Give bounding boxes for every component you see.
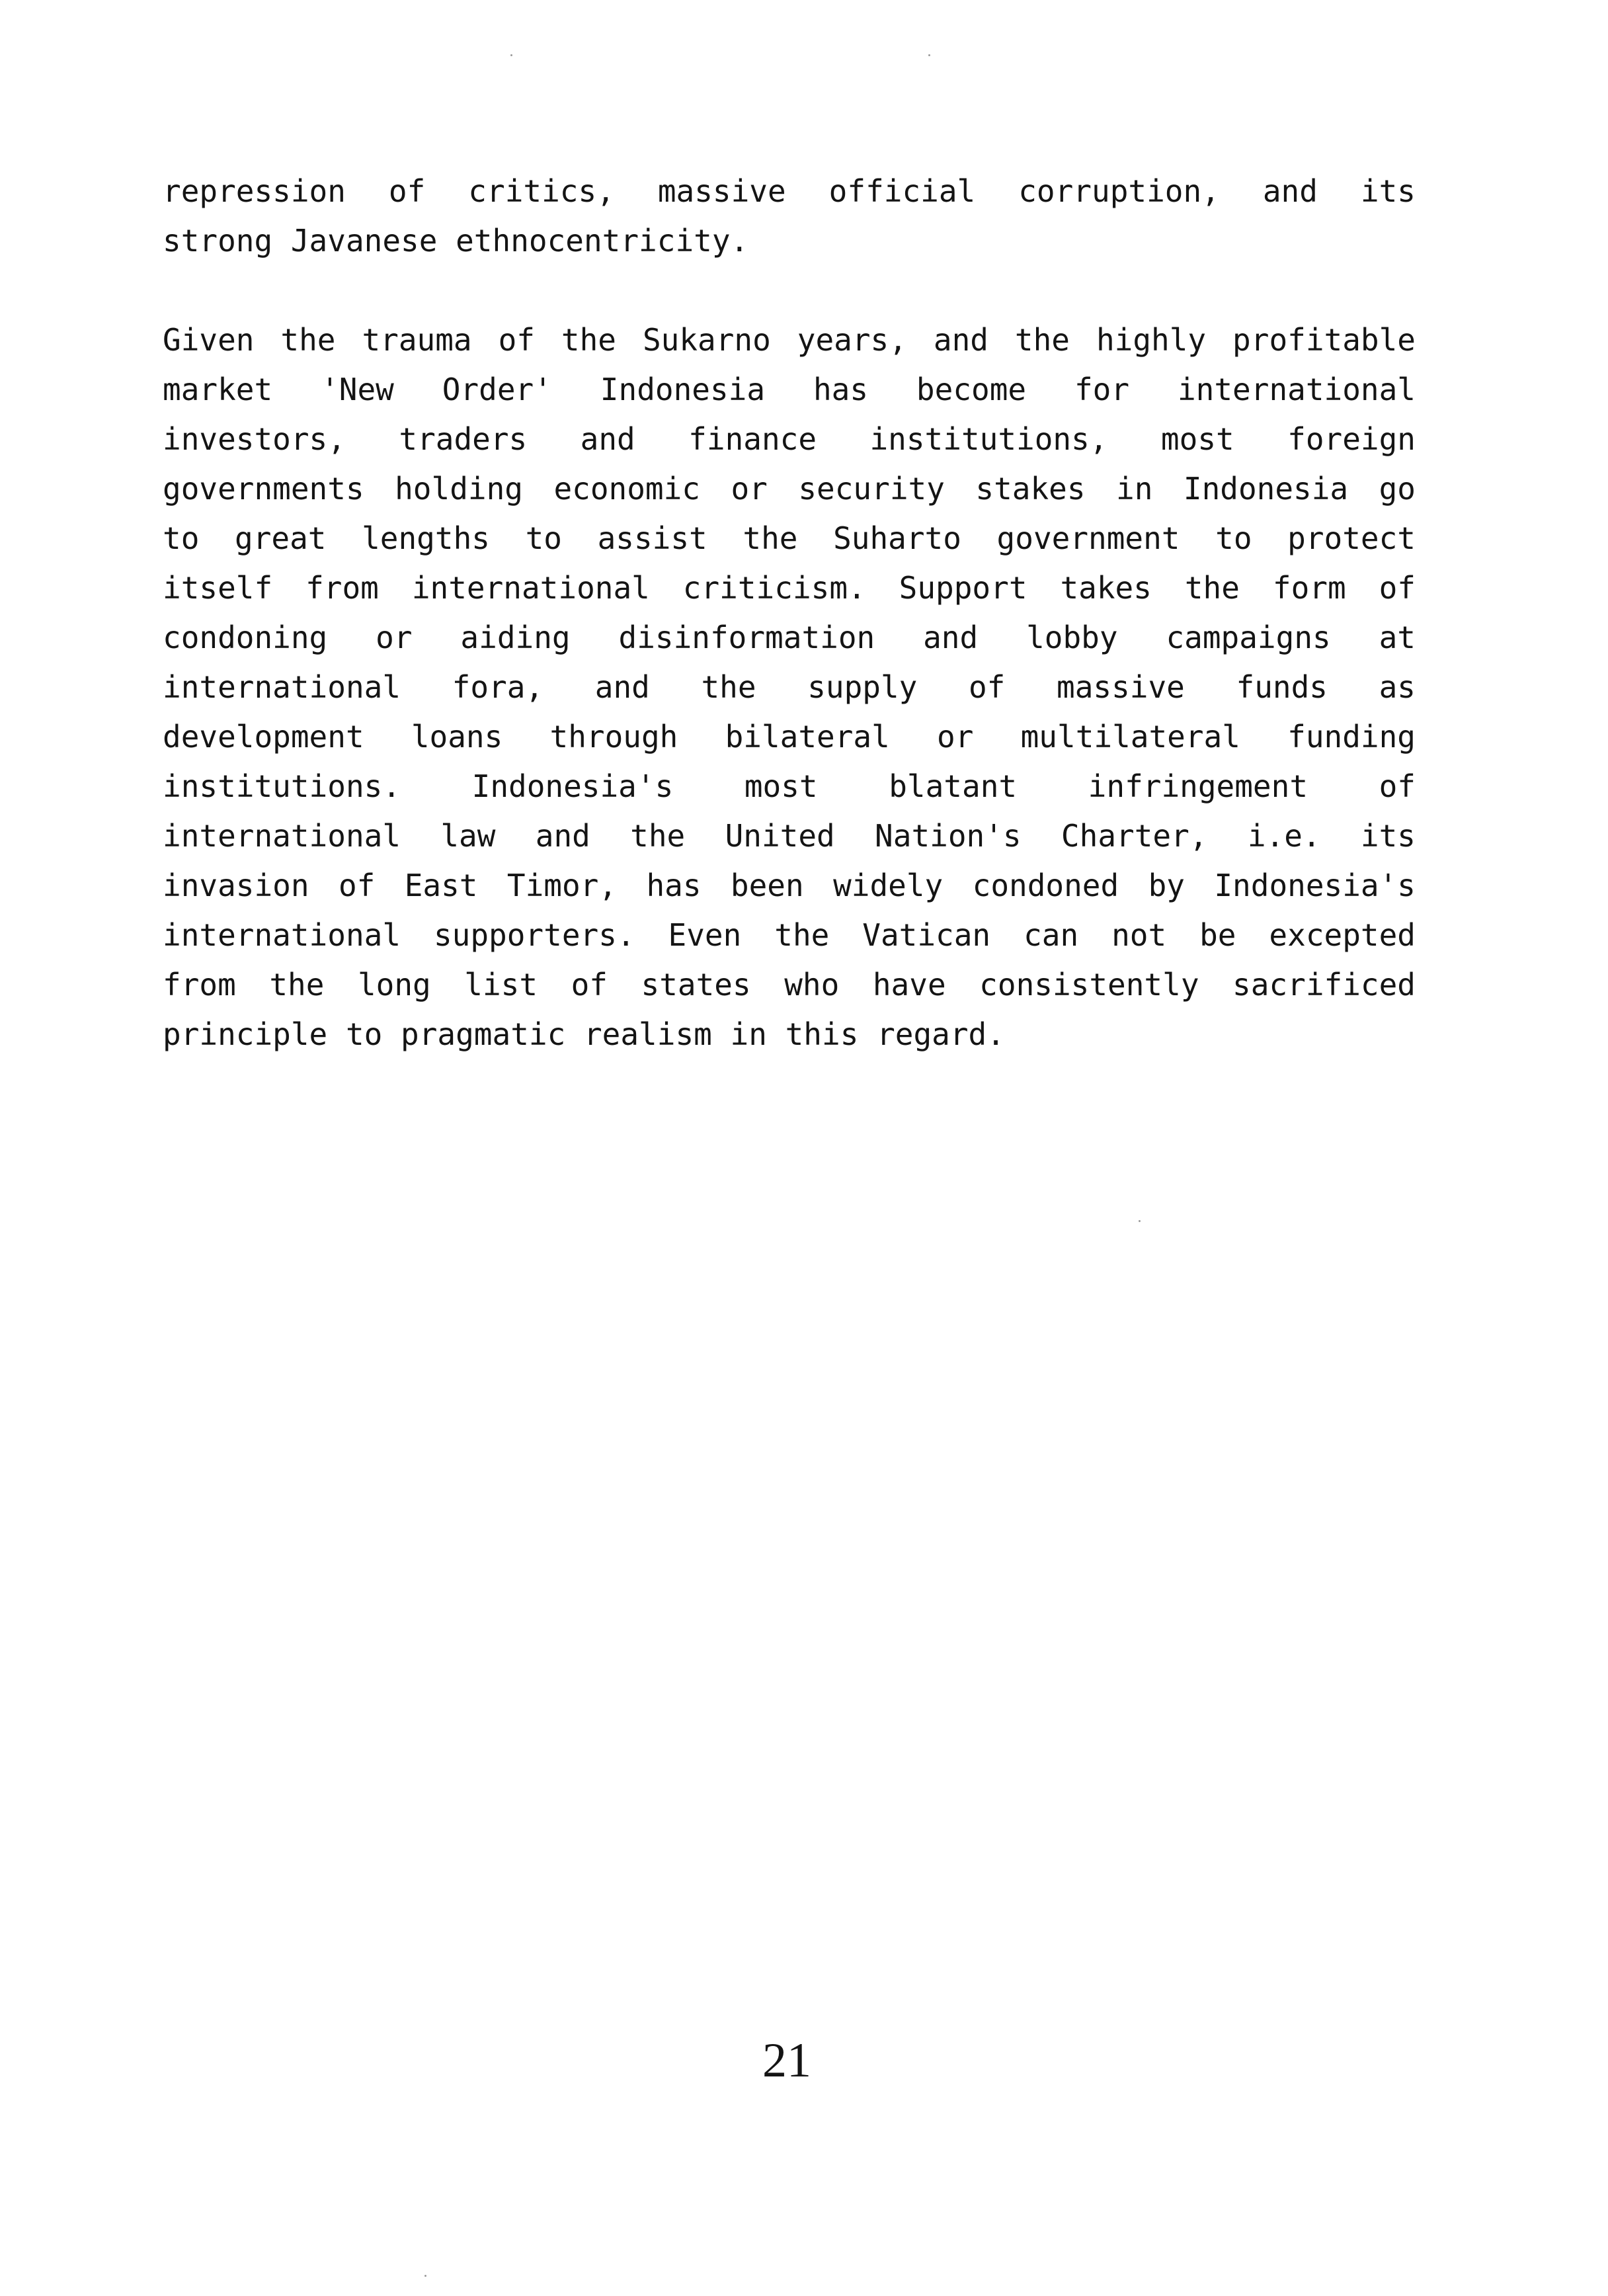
text-line: condoning or aiding disinformation and lobby campaigns at: [163, 620, 1416, 655]
text-line: strong Javanese ethnocentricity.: [163, 223, 749, 259]
text-line: international law and the United Nation's Charter, i.e. its: [163, 818, 1416, 854]
text-line: international supporters. Even the Vatican can not be excepted: [163, 917, 1416, 953]
text-line: market 'New Order' Indonesia has become for international: [163, 372, 1416, 407]
text-line: invasion of East Timor, has been widely condoned by Indonesia's: [163, 868, 1416, 903]
text-line: to great lengths to assist the Suharto government to protect: [163, 520, 1416, 556]
text-line: repression of critics, massive official corruption, and its: [163, 173, 1416, 209]
text-line: itself from international criticism. Support takes the form of: [163, 570, 1416, 606]
scan-speck: [928, 54, 930, 56]
page-number: 21: [762, 2033, 811, 2088]
text-line: investors, traders and finance institutions, most foreign: [163, 421, 1416, 457]
text-line: international fora, and the supply of massive funds as: [163, 669, 1416, 705]
text-line: institutions. Indonesia's most blatant infringement of: [163, 768, 1416, 804]
scan-speck: [510, 54, 512, 56]
text-line: Given the trauma of the Sukarno years, and the highly profitable: [163, 322, 1416, 358]
scan-speck: [424, 2275, 426, 2277]
text-line: governments holding economic or security stakes in Indonesia go: [163, 471, 1416, 507]
scan-speck: [1139, 1220, 1141, 1222]
text-line: development loans through bilateral or multilateral funding: [163, 719, 1416, 755]
text-line: principle to pragmatic realism in this regard.: [163, 1016, 1005, 1052]
paragraph-2: [163, 315, 1416, 1059]
text-line: from the long list of states who have consistently sacrificed: [163, 967, 1416, 1003]
paragraph-1: [163, 167, 1416, 266]
